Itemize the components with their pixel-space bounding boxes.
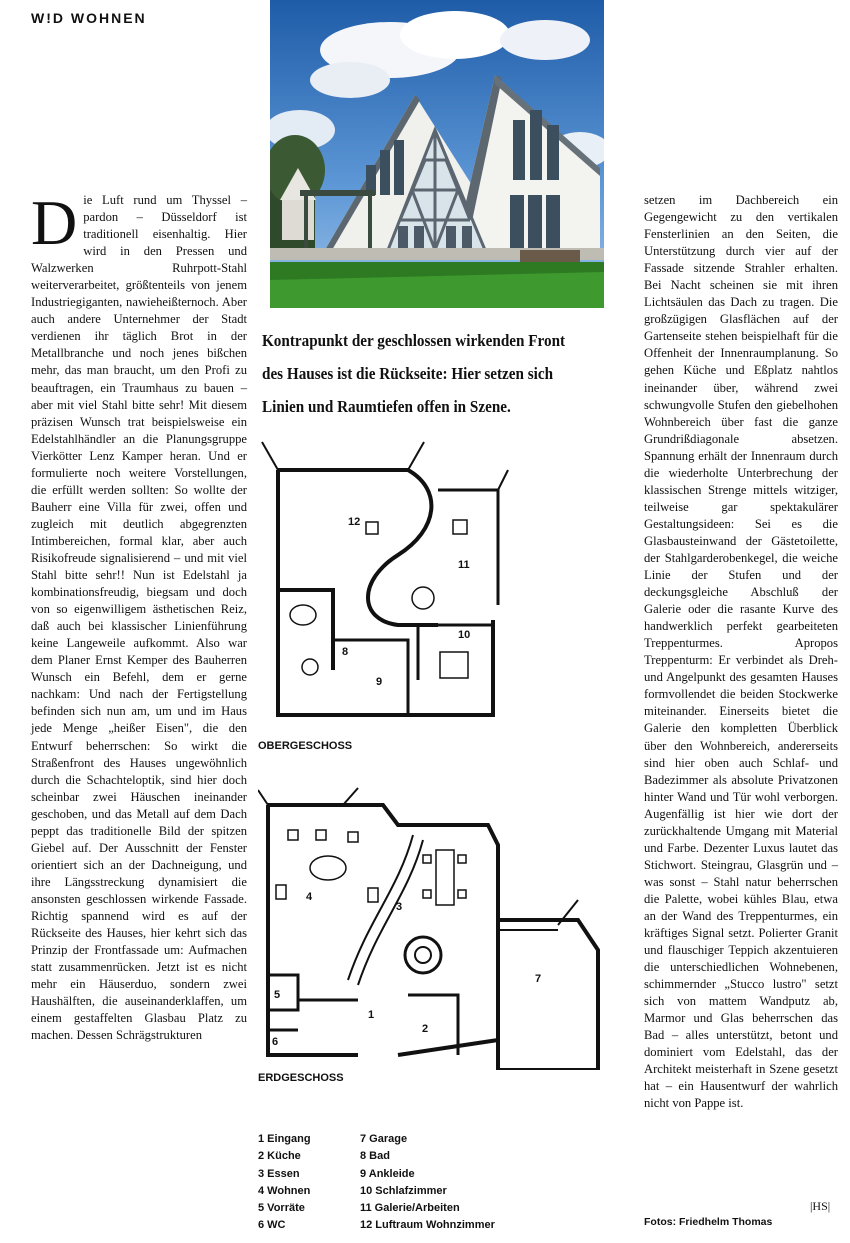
house-photo <box>270 0 604 308</box>
room-number: 9 <box>376 676 383 688</box>
photo-credit: Fotos: Friedhelm Thomas <box>644 1216 773 1228</box>
legend-item: 11 Galerie/Arbeiten <box>360 1202 460 1215</box>
room-number: 2 <box>422 1023 429 1035</box>
legend-item: 9 Ankleide <box>360 1167 415 1180</box>
legend-item: 7 Garage <box>360 1133 408 1145</box>
legend-column-2 <box>360 1131 495 1235</box>
room-number: 5 <box>274 989 281 1001</box>
article-right-column <box>644 192 838 1192</box>
room-number: 4 <box>306 891 313 903</box>
legend-item: 12 Luftraum Wohnzimmer <box>360 1219 495 1232</box>
legend-item: 4 Wohnen <box>258 1184 311 1197</box>
author-signature: |HS| <box>810 1199 831 1213</box>
legend-column-1 <box>258 1131 311 1235</box>
room-number: 1 <box>368 1009 375 1021</box>
room-number: 3 <box>396 901 403 913</box>
upper-floor-label: OBERGESCHOSS <box>258 740 353 752</box>
legend-item: 3 Essen <box>258 1167 300 1180</box>
drop-cap: D <box>31 187 78 258</box>
ground-floor-label: ERDGESCHOSS <box>258 1072 344 1084</box>
article-text-right: setzen im Dachbereich ein Gegengewicht zu den vertikalen Fensterlinien an den Seiten, die Unterstützung durch vier auf der Fassade sitzende Strahler erhalten. Bei Nacht scheinen sie mit ihren Lichtsäulen das Dach zu tragen. Die großzügigen Glasflächen auf der Gartenseite stehen beispielhaft für die Offenheit der Innenraumplanung. So gehen Küche und Eßplatz nahtlos ineinander über, während zwei schwungvolle Stufen den giebelhohen Wohnbereich über fast die ganze Grundrißdiagonale absetzen. Spannung erhält der Innenraum durch die wiederholte Unterbrechung der klassischen Strenge mittels witziger, teilweise gar spektakulärer Gestaltungsideen: Sei es die Glasbausteinwand der Gästetoilette, der Stahlgarderobenkegel, die weiche Linie der Stufen und der deckungsgleiche Abschluß der Galerie oder die rasante Kurve des handwerklich perfekt gearbeiteten Treppenturmes. Apropos Treppenturm: Er verbindet als Dreh- und Angelpunkt des gesamten Hauses formvollendet die beiden Stockwerke miteinander. Einerseits bietet die Galerie den kompletten Überblick über den Wohnbereich, andererseits sind hier oben auch Schlaf- und Badezimmer als absolute Privatzonen hinter Wand und Tür wohl verborgen. Augenfällig ist hier wie dort der zurückhaltende Umgang mit Material und Farbe. Dezenter Luxus lautet das Stichwort. Steingrau, Glasgrün und – was sonst – Stahl natur beherrschen die Palette, wobei kühles Blau, etwa an der Wand des Treppenturmes, ein kräftiges Signal setzt. Polierter Granit und flauschiger Teppich akzentuieren die unterschiedlichen Wohnebenen, schimmernder „Stucco lustro" setzt sich von mattem Wandputz ab, Marmor und Glas beherrschen das Bad – alles unterstützt, betont und dominiert vom Edelstahl, das der Architekt meisterhaft in Szene gesetzt hat – ein Hausentwurf der wahrlich nicht von Pappe ist. <box>644 193 838 1111</box>
ground-floor-plan <box>258 770 618 1070</box>
article-text-left: ie Luft rund um Thyssel – pardon – Düsseldorf ist traditionell eisenhaltig. Hier wird in den Pressen und Walzwerken Ruhrpott-Stahl weiterverarbeitet, größtenteils von jenem Industriegiganten, nawieheißternoch. Aber auch andere Unternehmer der Stadt verdienen ihr täglich Brot in der Metallbranche und noch jenes bißchen mehr, das man braucht, um den Profi zu beauftragen, ein Traumhaus zu bauen – aber mit viel Stahl bitte sehr! Mit diesem präzisen Wunsch trat beispielsweise ein Edelstahlhändler an die Planungsgruppe Vierkötter Lenz Kamper heran. Und er formulierte noch weitere Vorstellungen, die erfüllt werden sollten: So wollte der Bauherr eine Villa für zwei, offen und zugleich mit deutlich abgegrenzten Intimbereichen, formal klar, aber auch Risikofreude signalisierend – und mit viel Stahl bitte sehr!! Nun ist Edelstahl ja kombinationsfreudig, biegsam und doch von so eigenwilligem ästhetischen Reiz, daß auch bei klassischer Linienführung keine Langeweile aufkommt. Also war dem Planer Ernst Kemper des Bauherren Wunsch ein Befehl, dem er gerne nachkam: Und nach der Fertigstellung befinden sich nun am, um und im Haus jede Menge „heißer Eisen", die den Entwurf beherrschen: So wirkt die Straßenfront des Hauses ungewöhnlich durch die Schachteloptik, sind hier doch scheinbar zwei Häuschen ineinander geschoben, und das Metall auf dem Dach peppt das traditionelle Bild der spitzen Giebel auf. Der Ausschnitt der Fenster orientiert sich an der Dachneigung, und ihre Längsstreckung dynamisiert die ansonsten geschlossen wirkende Fassade. Richtig spannend wird es auf der Rückseite des Hauses, hier kehrt sich das Prinzip der Frontfassade um: Aufmachen statt zusammenrücken. Jetzt ist es nicht mehr ein Häuserduo, sondern zwei Haushälften, die auseinanderklaffen, um einem gestaffelten Glasbau Platz zu machen. Dessen Schrägstrukturen <box>31 193 247 1043</box>
room-number: 6 <box>272 1036 279 1048</box>
legend-item: 1 Eingang <box>258 1133 311 1145</box>
article-left-column <box>31 187 247 1239</box>
upper-floor-plan <box>258 430 528 730</box>
legend-item: 2 Küche <box>258 1150 301 1163</box>
room-number: 11 <box>458 559 470 571</box>
legend-item: 6 WC <box>258 1219 286 1232</box>
room-number: 8 <box>342 646 349 658</box>
legend-item: 5 Vorräte <box>258 1202 305 1215</box>
legend-item: 8 Bad <box>360 1150 390 1163</box>
room-number: 7 <box>535 973 542 985</box>
section-header: W!D WOHNEN <box>31 10 147 26</box>
room-number: 12 <box>348 516 361 528</box>
photo-caption: Kontrapunkt der geschlossen wirkenden Front des Hauses ist die Rückseite: Hier setzen sich Linien und Raumtiefen offen in Szene. <box>262 331 566 416</box>
room-number: 10 <box>458 629 471 641</box>
legend-item: 10 Schlafzimmer <box>360 1184 447 1197</box>
